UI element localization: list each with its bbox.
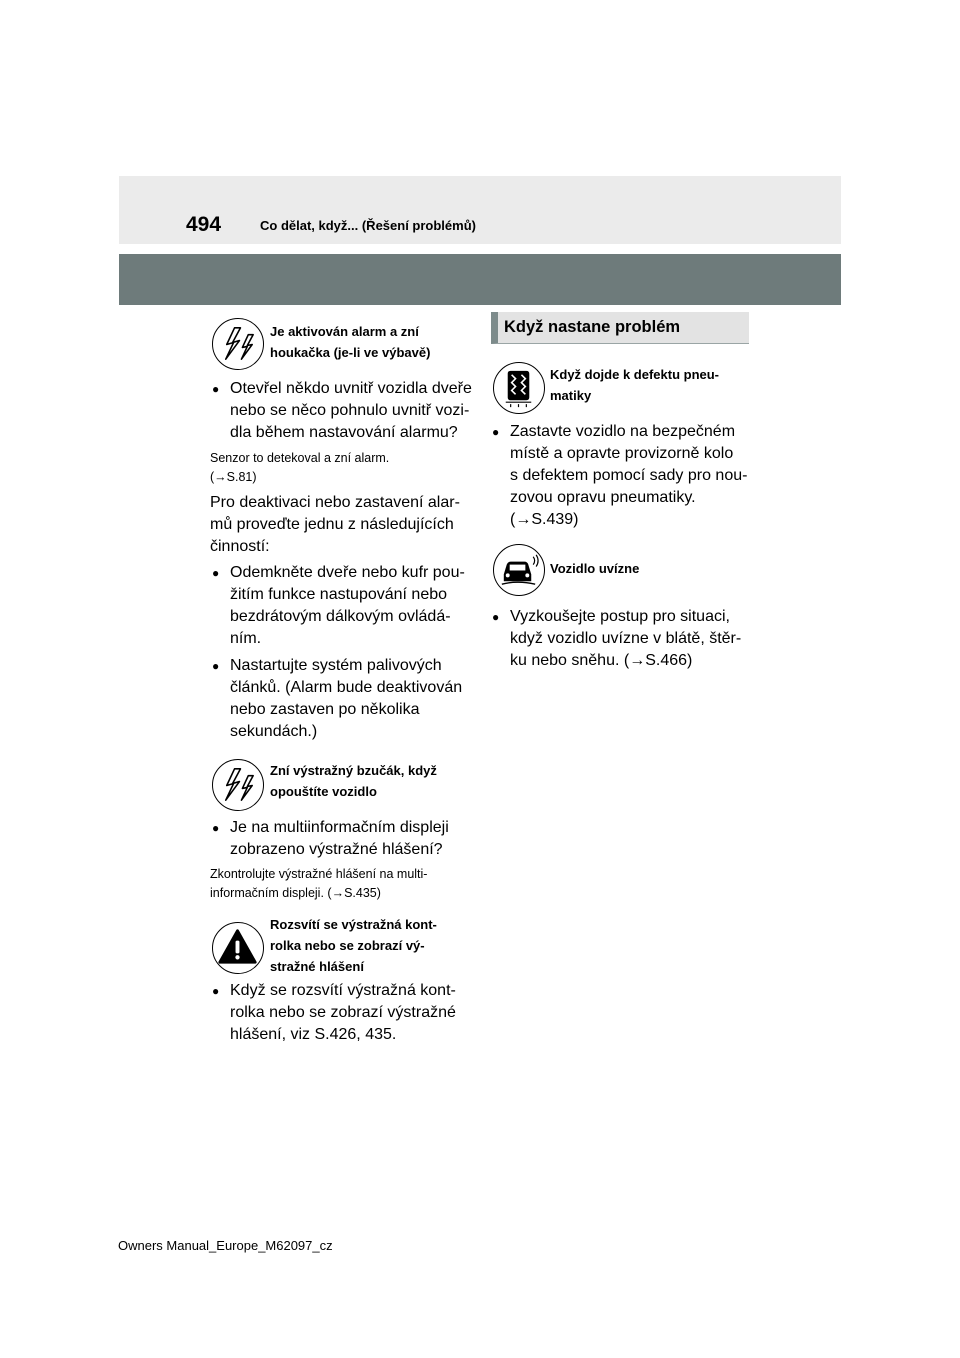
section-heading: Když nastane problém xyxy=(491,312,749,344)
section-band xyxy=(119,254,841,305)
buzzer-note: Zkontrolujte výstražné hlášení na multi- informačním displeji. (→S.435) xyxy=(210,867,428,900)
chapter-title: Co dělat, když... (Řešení problémů) xyxy=(260,218,476,233)
flat-tire-instruction: ● Zastavte vozidlo na bezpečném místě a opravte provizorně kolo s defektem pomocí sady pro nou- zovou opravu pneumatiky. (→S.439) xyxy=(492,421,747,531)
alarm-instructions: Pro deaktivaci nebo zastavení alar- mů proveďte jednu z následujících činností: xyxy=(210,494,460,555)
alarm-label: Je aktivován alarm a zní houkačka (je-li ve výbavě) xyxy=(270,324,431,360)
flat-tire-icon xyxy=(493,362,545,414)
page-number: 494 xyxy=(186,213,222,236)
alarm-lightning-icon xyxy=(212,318,264,370)
header-band xyxy=(119,176,841,244)
alarm-note: Senzor to detekoval a zní alarm. (→S.81) xyxy=(210,451,390,484)
warning-triangle-icon xyxy=(212,922,264,974)
footer-text: Owners Manual_Europe_M62097_cz xyxy=(118,1238,333,1253)
alarm-option-start: ● Nastartujte systém palivových článků. (Alarm bude deaktivován nebo zastaven po několika sekundách.) xyxy=(212,655,462,743)
stuck-vehicle-icon xyxy=(493,544,545,596)
alarm-question: ● Otevřel někdo uvnitř vozidla dveře nebo se něco pohnulo uvnitř vozi- dla během nastavování alarmu? xyxy=(212,378,472,444)
buzzer-label: Zní výstražný bzučák, když opouštíte vozidlo xyxy=(270,763,437,799)
stuck-vehicle-instruction: ● Vyzkoušejte postup pro situaci, když vozidlo uvízne v blátě, štěr- ku nebo sněhu. (→S.466) xyxy=(492,606,741,672)
buzzer-question: ● Je na multiinformačním displeji zobrazeno výstražné hlášení? xyxy=(212,817,449,861)
alarm-option-unlock: ● Odemkněte dveře nebo kufr pou- žitím funkce nastupování nebo bezdrátovým dálkovým ovládá- ním. xyxy=(212,562,465,650)
buzzer-lightning-icon xyxy=(212,759,264,811)
warning-instruction: ● Když se rozsvítí výstražná kont- rolka nebo se zobrazí výstražné hlášení, viz S.426, 435. xyxy=(212,980,456,1046)
flat-tire-label: Když dojde k defektu pneu- matiky xyxy=(550,367,720,403)
stuck-vehicle-label: Vozidlo uvízne xyxy=(550,561,640,576)
warning-label: Rozsvítí se výstražná kont- rolka nebo se zobrazí vý- stražné hlášení xyxy=(270,917,437,974)
